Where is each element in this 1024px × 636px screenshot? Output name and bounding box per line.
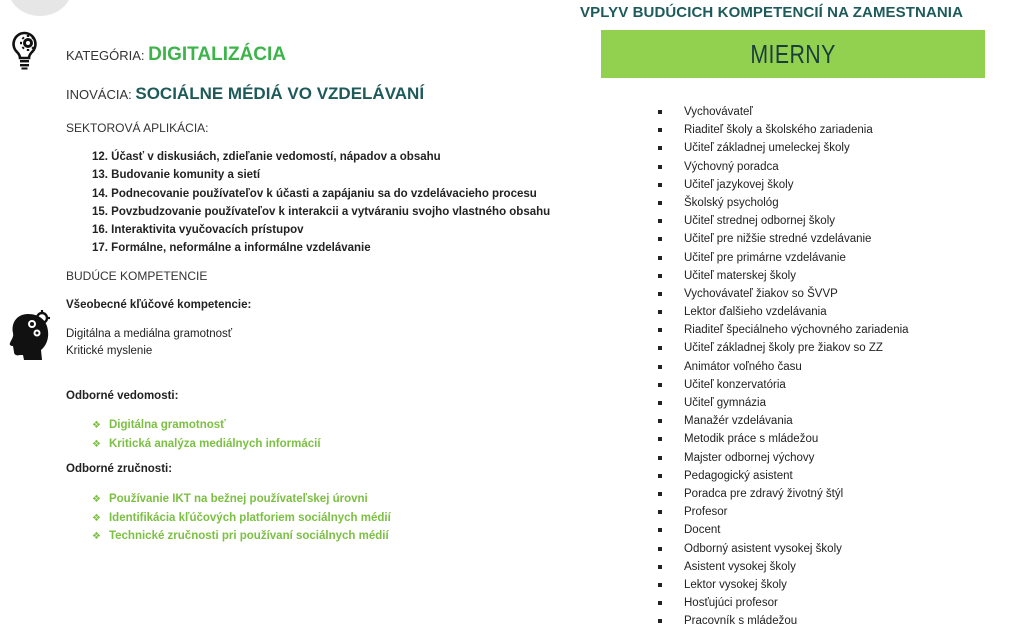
job-item: Učiteľ materskej školy	[656, 267, 909, 285]
job-item: Pedagogický asistent	[656, 467, 909, 485]
sector-list	[92, 148, 550, 258]
impact-level-badge	[601, 30, 985, 78]
knowledge-item: ❖ Digitálna gramotnosť	[92, 416, 321, 435]
skills-list	[92, 490, 391, 546]
diamond-bullet-icon: ❖	[92, 512, 101, 524]
job-item: Animátor voľného času	[656, 358, 909, 376]
general-competence-item: Kritické myslenie	[66, 345, 153, 357]
impact-level-text: MIERNY	[750, 38, 836, 69]
sector-item: 13. Budovanie komunity a sietí	[92, 169, 261, 182]
job-item: Lektor ďalšieho vzdelávania	[656, 303, 909, 321]
sector-item: 15. Povzbudzovanie používateľov k interakcii a vytváraniu svojho vlastného obsahu	[92, 205, 551, 218]
job-item: Docent	[656, 521, 909, 539]
job-item: Poradca pre zdravý životný štýl	[656, 485, 909, 503]
job-item: Školský psychológ	[656, 194, 909, 212]
job-item: Učiteľ pre primárne vzdelávanie	[656, 249, 909, 267]
job-item: Manažér vzdelávania	[656, 412, 909, 430]
sector-item: 14. Podnecovanie používateľov k účasti a zapájaniu sa do vzdelávacieho procesu	[92, 187, 537, 200]
job-item: Vychovávateľ	[656, 103, 909, 121]
diamond-bullet-icon: ❖	[92, 438, 101, 450]
decorative-circle	[8, 0, 72, 16]
skill-item: ❖ Používanie IKT na bežnej používateľskej úrovni	[92, 490, 391, 509]
diamond-bullet-icon: ❖	[92, 420, 101, 431]
skill-item: ❖ Identifikácia kľúčových platforiem sociálnych médií	[92, 509, 391, 528]
job-item: Učiteľ konzervatória	[656, 376, 909, 394]
skill-item: ❖ Technické zručnosti pri používaní sociálnych médií	[92, 527, 391, 546]
job-item: Asistent vysokej školy	[656, 558, 909, 576]
job-item: Riaditeľ školy a školského zariadenia	[656, 121, 909, 139]
innovation-heading	[66, 84, 424, 104]
job-item: Učiteľ gymnázia	[656, 394, 909, 412]
job-item: Učiteľ základnej umeleckej školy	[656, 139, 909, 157]
general-competences-list	[66, 326, 232, 360]
sector-item: 17. Formálne, neformálne a informálne vzdelávanie	[92, 242, 371, 255]
general-competences-label: Všeobecné kľúčové kompetencie:	[66, 299, 252, 311]
sector-item: 12. Účasť v diskusiách, zdieľanie vedomostí, nápadov a obsahu	[92, 151, 441, 163]
job-item: Pracovník s mládežou	[656, 612, 909, 630]
jobs-list	[656, 103, 909, 630]
job-item: Hosťujúci profesor	[656, 594, 909, 612]
category-value: DIGITALIZÁCIA	[148, 44, 287, 65]
category-heading	[66, 44, 286, 66]
future-competences-label: BUDÚCE KOMPETENCIE	[66, 269, 208, 283]
job-item: Majster odbornej výchovy	[656, 449, 909, 467]
job-item: Učiteľ základnej školy pre žiakov so ZZ	[656, 339, 909, 357]
job-item: Metodik práce s mládežou	[656, 430, 909, 448]
general-competence-item: Digitálna a mediálna gramotnosť	[66, 328, 233, 340]
job-item: Odborný asistent vysokej školy	[656, 540, 909, 558]
job-item: Učiteľ jazykovej školy	[656, 176, 909, 194]
skills-label: Odborné zručnosti:	[66, 463, 173, 475]
sector-label: SEKTOROVÁ APLIKÁCIA:	[66, 121, 209, 135]
head-gears-icon	[8, 306, 54, 360]
innovation-label: INOVÁCIA:	[66, 87, 136, 102]
job-item: Vychovávateľ žiakov so ŠVVP	[656, 285, 909, 303]
impact-title: VPLYV BUDÚCICH KOMPETENCIÍ NA ZAMESTNANIA	[580, 4, 964, 21]
job-item: Výchovný poradca	[656, 158, 909, 176]
job-item: Profesor	[656, 503, 909, 521]
category-label: KATEGÓRIA:	[66, 48, 149, 63]
diamond-bullet-icon: ❖	[92, 494, 101, 505]
knowledge-item: ❖ Kritická analýza mediálnych informácií	[92, 435, 321, 454]
knowledge-label: Odborné vedomosti:	[66, 390, 179, 402]
sector-item: 16. Interaktivita vyučovacích prístupov	[92, 224, 304, 237]
diamond-bullet-icon: ❖	[92, 531, 101, 542]
lightbulb-gear-icon	[10, 30, 44, 70]
job-item: Učiteľ pre nižšie stredné vzdelávanie	[656, 230, 909, 248]
job-item: Riaditeľ špeciálneho výchovného zariadenia	[656, 321, 909, 339]
knowledge-list	[92, 416, 321, 453]
job-item: Lektor vysokej školy	[656, 576, 909, 594]
job-item: Učiteľ strednej odbornej školy	[656, 212, 909, 230]
innovation-value: SOCIÁLNE MÉDIÁ VO VZDELÁVANÍ	[135, 84, 425, 103]
